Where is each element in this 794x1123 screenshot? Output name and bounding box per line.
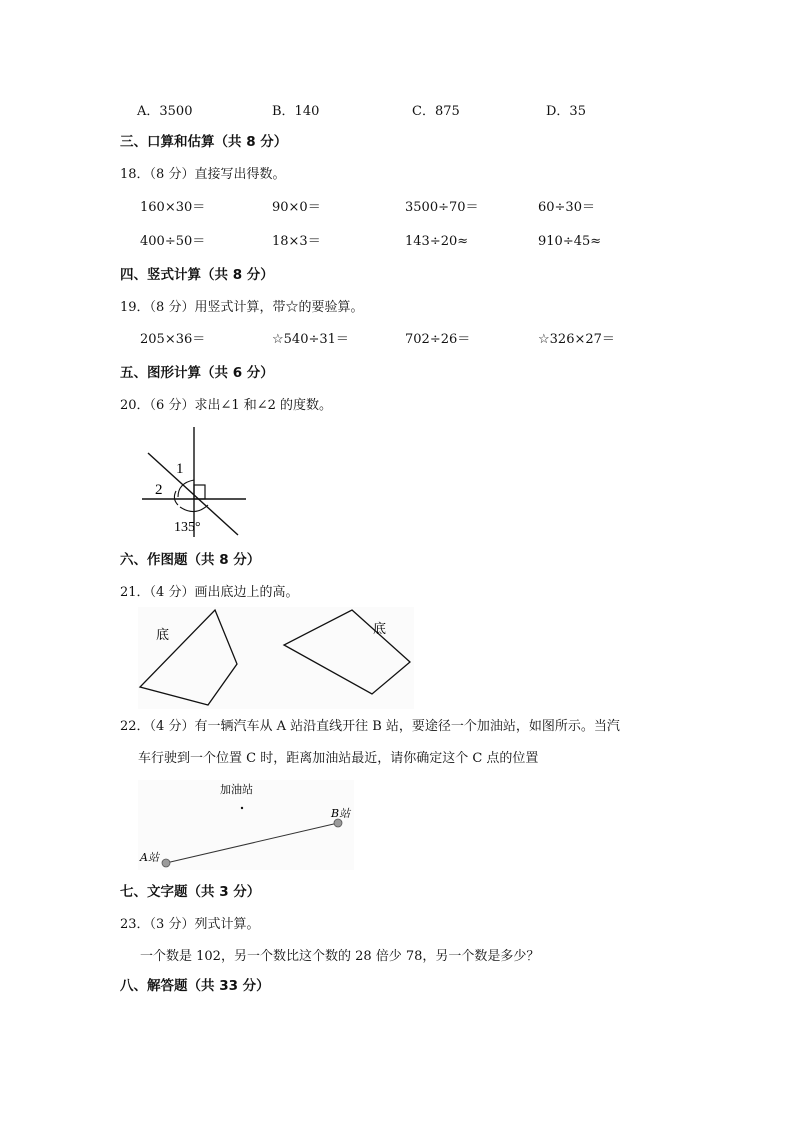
section-8-title: 八、解答题（共 33 分） xyxy=(120,978,270,994)
q20-prompt: 20．（6 分）求出∠1 和∠2 的度数。 xyxy=(120,398,333,413)
q22-route-figure xyxy=(138,780,354,870)
q18-item: 400÷50＝ xyxy=(140,234,206,249)
q23-prompt: 23．（3 分）列式计算。 xyxy=(120,917,260,932)
q18-item: 18×3＝ xyxy=(272,234,321,249)
section-6-title: 六、作图题（共 8 分） xyxy=(120,552,261,568)
q18-item: 143÷20≈ xyxy=(405,234,469,249)
option-b: B．140 xyxy=(272,104,320,119)
angle-1-label: 1 xyxy=(176,461,184,477)
section-3-title: 三、口算和估算（共 8 分） xyxy=(120,134,288,150)
q21-shapes-figure xyxy=(138,607,414,709)
q19-prompt: 19．（8 分）用竖式计算，带☆的要验算。 xyxy=(120,300,364,315)
q19-item: 205×36＝ xyxy=(140,332,206,347)
station-b-label: B站 xyxy=(331,807,351,820)
station-a-label: A站 xyxy=(140,851,159,864)
q21-prompt: 21．（4 分）画出底边上的高。 xyxy=(120,585,299,600)
q19-item: ☆540÷31＝ xyxy=(272,332,349,347)
q19-item: ☆326×27＝ xyxy=(538,332,615,347)
option-a: A．3500 xyxy=(137,104,193,119)
q18-item: 910÷45≈ xyxy=(538,234,602,249)
q18-item: 3500÷70＝ xyxy=(405,200,479,215)
angle-135-label: 135° xyxy=(174,520,201,535)
base-label: 底 xyxy=(373,622,387,637)
option-d: D．35 xyxy=(546,104,586,119)
q18-item: 90×0＝ xyxy=(272,200,321,215)
angle-2-label: 2 xyxy=(155,482,163,498)
station-b-dot xyxy=(334,819,342,827)
q22-prompt-line1: 22．（4 分）有一辆汽车从 A 站沿直线开往 B 站，要途径一个加油站，如图所示。当汽 xyxy=(120,719,620,734)
option-c: C．875 xyxy=(412,104,460,119)
q23-body: 一个数是 102，另一个数比这个数的 28 倍少 78，另一个数是多少？ xyxy=(140,949,540,964)
base-label: 底 xyxy=(156,628,170,643)
q20-angle-figure xyxy=(140,425,250,540)
section-4-title: 四、竖式计算（共 8 分） xyxy=(120,267,274,283)
q22-prompt-line2: 车行驶到一个位置 C 时，距离加油站最近，请你确定这个 C 点的位置 xyxy=(138,751,539,766)
gas-station-label: 加油站 xyxy=(220,783,253,796)
station-a-dot xyxy=(162,859,170,867)
q18-prompt: 18．（8 分）直接写出得数。 xyxy=(120,167,286,182)
section-5-title: 五、图形计算（共 6 分） xyxy=(120,365,274,381)
q18-item: 60÷30＝ xyxy=(538,200,595,215)
gas-station-dot xyxy=(241,807,243,809)
q19-item: 702÷26＝ xyxy=(405,332,471,347)
section-7-title: 七、文字题（共 3 分） xyxy=(120,884,261,900)
q18-item: 160×30＝ xyxy=(140,200,206,215)
